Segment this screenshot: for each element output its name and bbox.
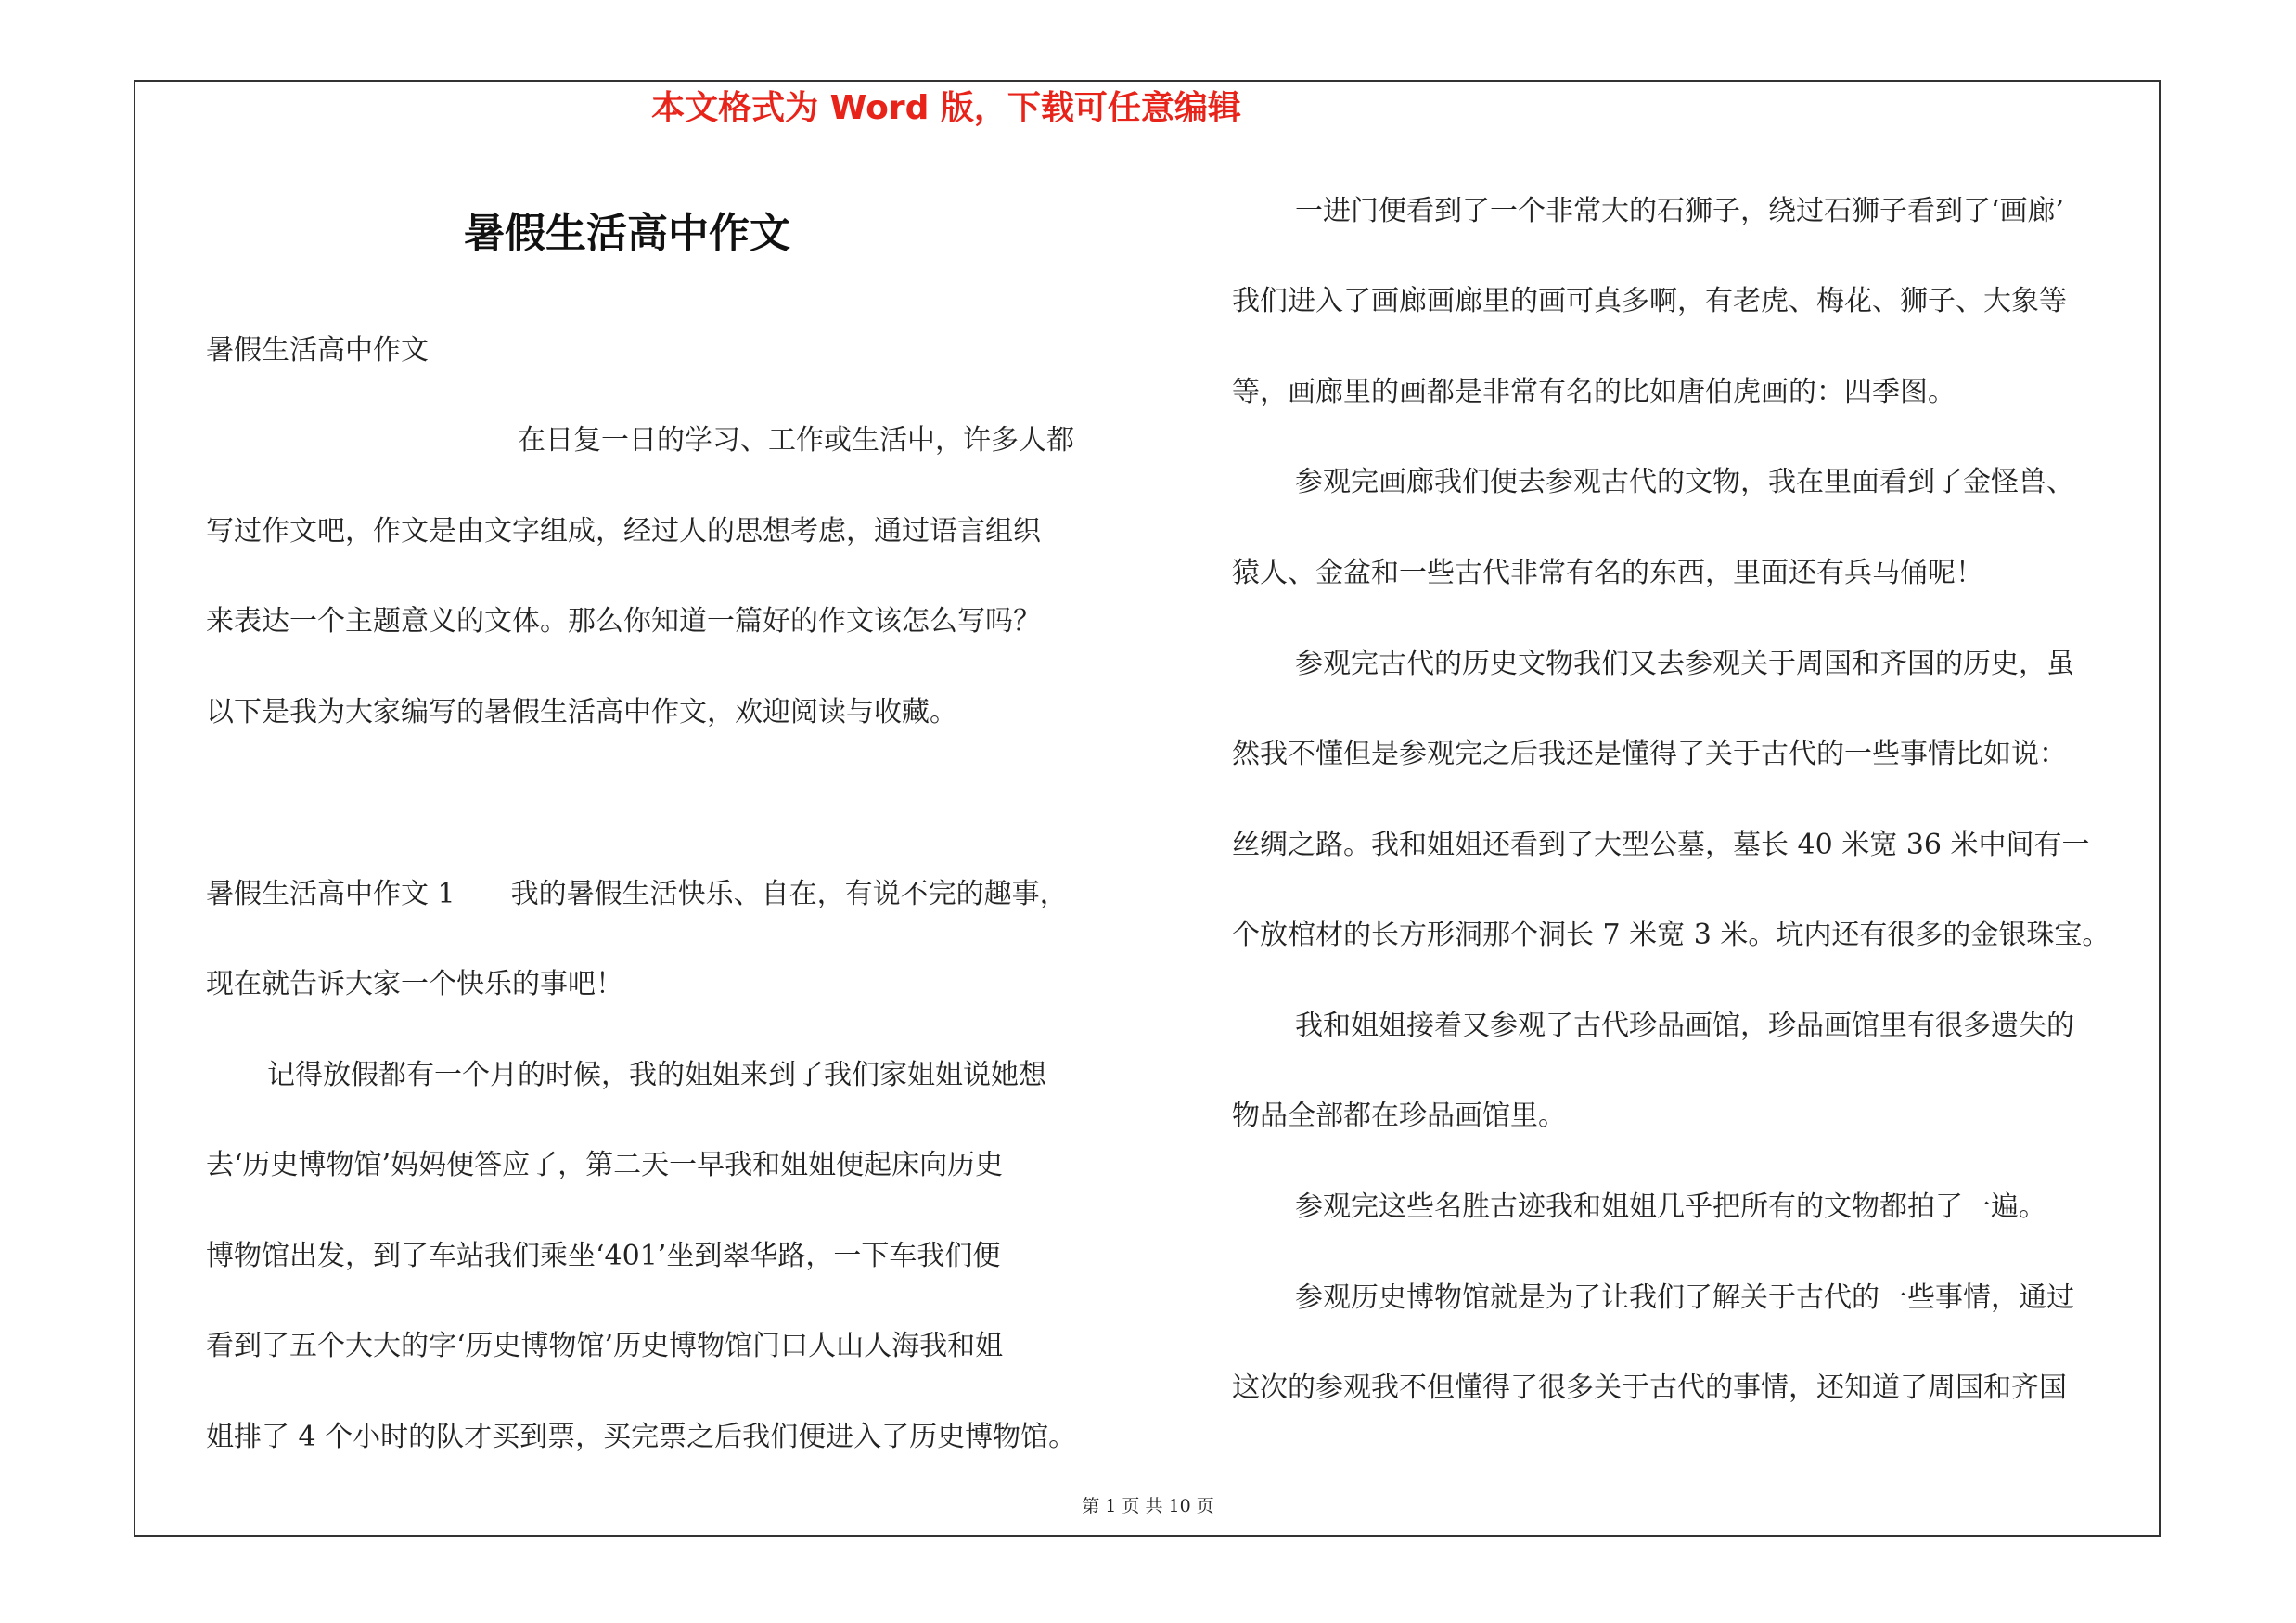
document-title: 暑假生活高中作文 <box>464 210 790 257</box>
text-line: 看到了五个大大的字‘历史博物馆’历史博物馆门口人山人海我和姐 <box>206 1330 1004 1362</box>
text-line: 暑假生活高中作文 1 我的暑假生活快乐、自在，有说不完的趣事， <box>206 878 1068 910</box>
text-line: 写过作文吧，作文是由文字组成，经过人的思想考虑，通过语言组织 <box>206 515 1041 547</box>
text-line: 来表达一个主题意义的文体。那么你知道一篇好的作文该怎么写吗？ <box>206 605 1041 638</box>
text-line: 姐排了 4 个小时的队才买到票，买完票之后我们便进入了历史博物馆。 <box>206 1421 1077 1453</box>
text-line: 个放棺材的长方形洞那个洞长 7 米宽 3 米。坑内还有很多的金银珠宝。 <box>1232 919 2110 951</box>
text-line: 暑假生活高中作文 <box>206 334 429 367</box>
text-line: 我和姐姐接着又参观了古代珍品画馆，珍品画馆里有很多遗失的 <box>1295 1010 2074 1042</box>
page-footer: 第 1 页 共 10 页 <box>1082 1496 1214 1516</box>
text-line: 以下是我为大家编写的暑假生活高中作文，欢迎阅读与收藏。 <box>206 696 957 728</box>
text-line: 在日复一日的学习、工作或生活中，许多人都 <box>518 424 1074 457</box>
text-line: 去‘历史博物馆’妈妈便答应了，第二天一早我和姐姐便起床向历史 <box>206 1149 1004 1181</box>
text-line: 博物馆出发，到了车站我们乘坐‘401’坐到翠华路，一下车我们便 <box>206 1240 1001 1272</box>
text-line: 一进门便看到了一个非常大的石狮子，绕过石狮子看到了‘画廊’ <box>1295 195 2065 227</box>
text-line: 参观完古代的历史文物我们又去参观关于周国和齐国的历史，虽 <box>1295 648 2074 680</box>
text-line: 我们进入了画廊画廊里的画可真多啊，有老虎、梅花、狮子、大象等 <box>1232 285 2067 317</box>
text-line: 然我不懂但是参观完之后我还是懂得了关于古代的一些事情比如说： <box>1232 738 2067 770</box>
text-line: 参观完这些名胜古迹我和姐姐几乎把所有的文物都拍了一遍。 <box>1295 1191 2046 1223</box>
text-line: 参观历史博物馆就是为了让我们了解关于古代的一些事情，通过 <box>1295 1282 2074 1314</box>
text-line: 丝绸之路。我和姐姐还看到了大型公墓，墓长 40 米宽 36 米中间有一 <box>1232 829 2090 861</box>
text-line: 猿人、金盆和一些古代非常有名的东西，里面还有兵马俑呢！ <box>1232 557 1983 589</box>
text-line: 记得放假都有一个月的时候，我的姐姐来到了我们家姐姐说她想 <box>267 1059 1046 1091</box>
text-line: 现在就告诉大家一个快乐的事吧！ <box>206 968 623 1000</box>
text-line: 物品全部都在珍品画馆里。 <box>1232 1100 1566 1132</box>
text-line: 等，画廊里的画都是非常有名的比如唐伯虎画的：四季图。 <box>1232 376 1956 408</box>
format-banner: 本文格式为 Word 版，下载可任意编辑 <box>651 89 1241 127</box>
text-line: 这次的参观我不但懂得了很多关于古代的事情，还知道了周国和齐国 <box>1232 1372 2067 1404</box>
text-line: 参观完画廊我们便去参观古代的文物，我在里面看到了金怪兽、 <box>1295 466 2074 498</box>
